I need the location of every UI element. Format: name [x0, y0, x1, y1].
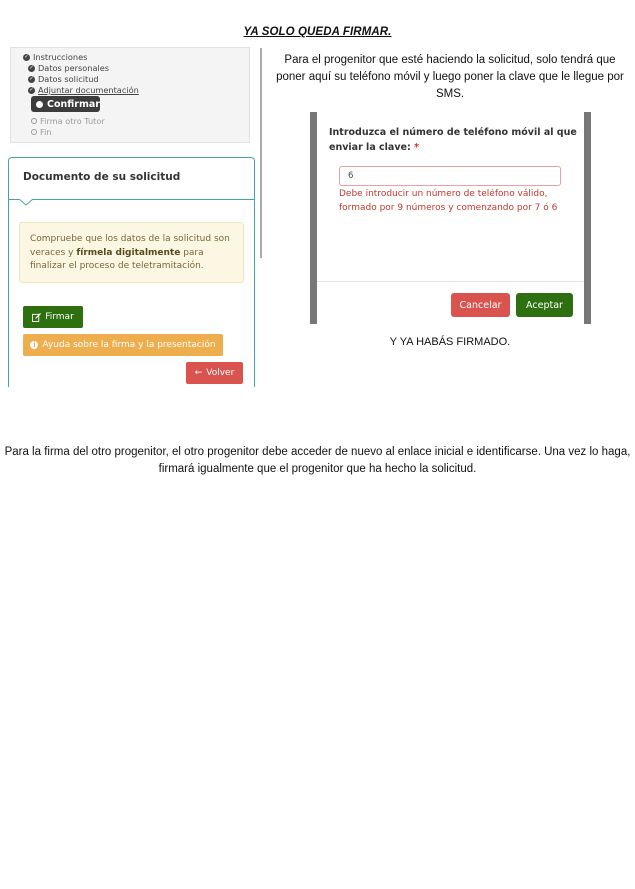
circle-outline-icon [31, 129, 37, 135]
step-label: Adjuntar documentación [38, 85, 139, 95]
notice-text-start: Compruebe que los datos de la solicitud son veraces y [30, 234, 230, 258]
step-label: Fin [40, 127, 52, 137]
step-label: Datos personales [38, 63, 110, 73]
required-mark: * [414, 142, 420, 153]
card-caret-icon [19, 199, 33, 207]
phone-input[interactable]: 6 [339, 166, 561, 186]
firmar-button[interactable] [23, 306, 83, 328]
step-datos-personales [28, 63, 109, 73]
page-heading: YA SOLO QUEDA FIRMAR. [243, 26, 392, 38]
ayuda-label: Ayuda sobre la firma y la presentación [42, 340, 216, 350]
vertical-divider [260, 48, 262, 258]
info-icon: i [30, 341, 38, 349]
check-circle-icon: ✓ [24, 53, 29, 60]
step-instrucciones [23, 52, 87, 62]
step-confirmar-current [31, 96, 100, 112]
steps-panel [10, 47, 250, 143]
volver-button[interactable] [186, 362, 243, 384]
intro-paragraph: Para el progenitor que esté haciendo la solicitud, solo tendrá que poner aquí su teléfono móvil y luego poner la clave que le llegue por SMS. [276, 54, 624, 100]
step-datos-solicitud [28, 74, 99, 84]
sign-notice [19, 222, 244, 283]
step-label: Datos solicitud [38, 74, 99, 84]
step-label: Confirmar [47, 98, 100, 110]
check-circle-icon: ✓ [29, 86, 34, 93]
accept-button[interactable]: Aceptar [516, 293, 573, 317]
volver-label: Volver [206, 368, 235, 378]
dialog-right-border [584, 112, 591, 324]
other-parent-paragraph: Para la firma del otro progenitor, el otro progenitor debe acceder de nuevo al enlace inicial e identificarse. Una vez lo haga, firmará igualmente que el progenitor que ha hecho la solicitud. [4, 446, 631, 475]
phone-error-message: Debe introducir un número de teléfono válido, formado por 9 números y comenzando por 7 ó 6 [339, 189, 558, 213]
arrow-left-icon: ← [194, 368, 203, 378]
step-fin [31, 127, 52, 137]
dialog-footer-divider [317, 281, 584, 282]
current-step-icon [36, 101, 43, 108]
step-firma-otro-tutor [31, 116, 105, 126]
phone-label [329, 125, 579, 155]
notice-text-end: para finalizar el proceso de teletramitación. [30, 247, 204, 271]
card-divider [9, 199, 254, 200]
card-title: Documento de su solicitud [23, 171, 181, 183]
firmar-label: Firmar [45, 312, 74, 322]
step-label: Firma otro Tutor [40, 116, 105, 126]
notice-text-bold: fírmela digitalmente [76, 247, 181, 258]
edit-icon [32, 313, 41, 322]
phone-label-text: Introduzca el número de teléfono móvil al que enviar la clave: [329, 127, 577, 153]
phone-dialog [310, 112, 591, 324]
step-label: Instrucciones [33, 52, 88, 62]
check-circle-icon: ✓ [29, 75, 34, 82]
check-circle-icon: ✓ [29, 64, 34, 71]
step-adjuntar-documentacion [28, 85, 139, 95]
cancel-button[interactable]: Cancelar [451, 293, 510, 317]
ayuda-firma-button[interactable] [23, 334, 223, 356]
circle-outline-icon [31, 118, 37, 124]
signed-caption: Y YA HABÁS FIRMADO. [389, 336, 511, 348]
dialog-left-border [310, 112, 317, 324]
